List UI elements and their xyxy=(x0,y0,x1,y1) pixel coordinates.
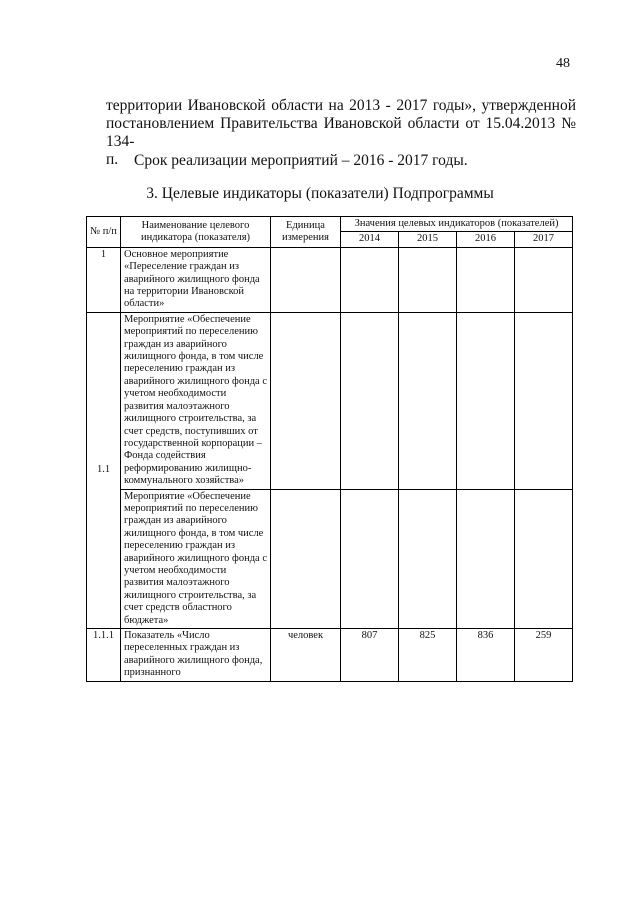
row-value-2014 xyxy=(341,312,399,489)
row-value-2017: 259 xyxy=(515,629,573,682)
row-num: 1.1.1 xyxy=(87,629,121,682)
page-number: 48 xyxy=(556,56,570,71)
row-value-2016 xyxy=(457,247,515,312)
row-value-2016: 836 xyxy=(457,629,515,682)
row-value-2014 xyxy=(341,489,399,628)
implementation-deadline: Срок реализации мероприятий – 2016 - 2017 годы. xyxy=(134,152,468,169)
table-row xyxy=(87,247,573,312)
row-unit xyxy=(271,247,341,312)
row-name: Основное мероприятие «Переселение граждан из аварийного жилищного фонда на территории Ивановской области» xyxy=(121,247,271,312)
table-row xyxy=(87,312,573,489)
table-row xyxy=(87,489,573,628)
intro-line-3: п. xyxy=(106,151,119,168)
row-value-2015 xyxy=(399,247,457,312)
section-title: 3. Целевые индикаторы (показатели) Подпрограммы xyxy=(146,185,494,202)
row-value-2017 xyxy=(515,247,573,312)
row-value-2017 xyxy=(515,489,573,628)
row-num: 1 xyxy=(87,247,121,312)
row-unit: человек xyxy=(271,629,341,682)
row-name: Мероприятие «Обеспечение мероприятий по переселению граждан из аварийного жилищного фонда, в том числе переселению граждан из аварийного жилищного фонда с учетом необходимости развития малоэтажного жилищного строительства, за счет средств, поступивших от государственной корпорации – Фонда содействия реформированию жилищно-коммунального хозяйства» xyxy=(121,312,271,489)
row-value-2015: 825 xyxy=(399,629,457,682)
header-year-2017: 2017 xyxy=(515,232,573,247)
row-name: Мероприятие «Обеспечение мероприятий по переселению граждан из аварийного жилищного фонда, в том числе переселению граждан из аварийного жилищного фонда с учетом необходимости развития малоэтажного жилищного строительства, за счет средств областного бюджета» xyxy=(121,489,271,628)
row-value-2016 xyxy=(457,312,515,489)
intro-line-1: территории Ивановской области на 2013 - 2017 годы», утвержденной xyxy=(106,97,576,114)
header-values-group: Значения целевых индикаторов (показателей) xyxy=(341,217,573,232)
header-year-2014: 2014 xyxy=(341,232,399,247)
row-value-2016 xyxy=(457,489,515,628)
row-value-2017 xyxy=(515,312,573,489)
row-value-2014: 807 xyxy=(341,629,399,682)
row-unit xyxy=(271,489,341,628)
header-year-2016: 2016 xyxy=(457,232,515,247)
row-unit xyxy=(271,312,341,489)
intro-line-2: постановлением Правительства Ивановской области от 15.04.2013 № 134- xyxy=(106,115,576,150)
row-num: 1.1 xyxy=(87,312,121,628)
row-value-2015 xyxy=(399,312,457,489)
header-year-2015: 2015 xyxy=(399,232,457,247)
row-value-2014 xyxy=(341,247,399,312)
header-num: № п/п xyxy=(87,217,121,248)
row-name: Показатель «Число переселенных граждан из аварийного жилищного фонда, признанного xyxy=(121,629,271,682)
indicators-table xyxy=(86,216,573,682)
table-header-row xyxy=(87,217,573,232)
header-unit: Единица измерения xyxy=(271,217,341,248)
header-name: Наименование целевого индикатора (показателя) xyxy=(121,217,271,248)
table-row xyxy=(87,629,573,682)
row-value-2015 xyxy=(399,489,457,628)
